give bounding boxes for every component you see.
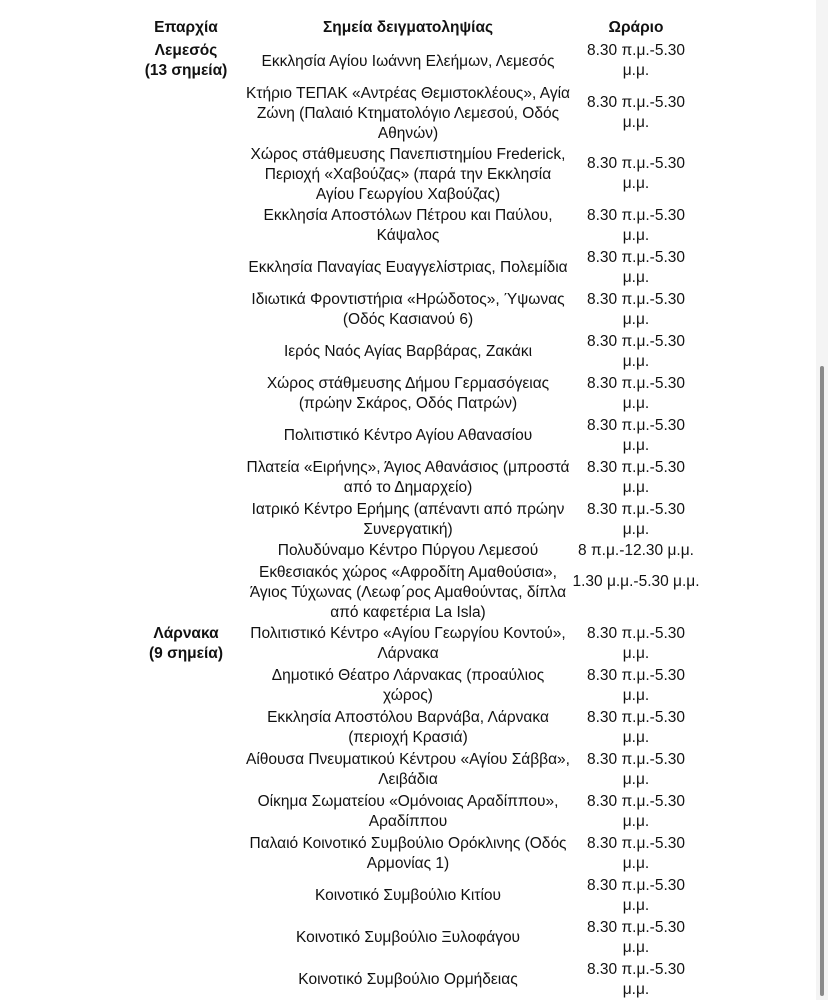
table-row	[0, 918, 828, 958]
table-row	[0, 416, 828, 456]
district-name: Λάρνακα	[153, 625, 219, 642]
sampling-point: Παλαιό Κοινοτικό Συμβούλιο Ορόκλινης (Οδός Αρμονίας 1)	[249, 835, 567, 872]
schedule-cell: 8.30 π.μ.-5.30 μ.μ.	[586, 793, 686, 830]
sampling-point: Οίκημα Σωματείου «Ομόνοιας Αραδίππου», Αραδίππου	[257, 793, 559, 830]
schedule-cell: 8.30 π.μ.-5.30 μ.μ.	[586, 751, 686, 788]
sampling-point: Κοινοτικό Συμβούλιο Ξυλοφάγου	[295, 929, 521, 946]
table-row	[0, 708, 828, 748]
schedule-cell: 8.30 π.μ.-5.30 μ.μ.	[586, 501, 686, 538]
table-row	[0, 41, 828, 83]
sampling-point: Δημοτικό Θέατρο Λάρνακας (προαύλιος χώρος)	[271, 667, 545, 704]
district-larnaca	[130, 624, 242, 664]
sampling-point: Πολυδύναμο Κέντρο Πύργου Λεμεσού	[277, 542, 539, 559]
table-header	[0, 19, 828, 41]
schedule-cell: 8.30 π.μ.-5.30 μ.μ.	[586, 207, 686, 244]
header-sampling-points: Σημεία δειγματοληψίας	[322, 19, 494, 36]
schedule-cell: 8.30 π.μ.-5.30 μ.μ.	[586, 42, 686, 79]
table-row	[0, 834, 828, 874]
table-row	[0, 876, 828, 916]
table-row	[0, 563, 828, 623]
table-row	[0, 960, 828, 1000]
district-count: (9 σημεία)	[149, 645, 223, 662]
vertical-scrollbar[interactable]	[816, 0, 828, 1000]
schedule-cell: 8.30 π.μ.-5.30 μ.μ.	[586, 919, 686, 956]
table-row	[0, 145, 828, 205]
sampling-point: Κοινοτικό Συμβούλιο Κιτίου	[315, 887, 501, 904]
sampling-point: Εκκλησία Αποστόλων Πέτρου και Παύλου, Κάψαλος	[263, 207, 553, 244]
table-row	[0, 792, 828, 832]
schedule-cell: 8.30 π.μ.-5.30 μ.μ.	[586, 249, 686, 286]
schedule-cell: 8.30 π.μ.-5.30 μ.μ.	[586, 667, 686, 704]
scrollbar-thumb[interactable]	[820, 366, 824, 996]
table-row	[0, 666, 828, 706]
schedule-cell: 8.30 π.μ.-5.30 μ.μ.	[586, 417, 686, 454]
sampling-point: Ιατρικό Κέντρο Ερήμης (απέναντι από πρώην Συνεργατική)	[251, 501, 565, 538]
district-limassol	[130, 41, 242, 81]
schedule-cell: 8.30 π.μ.-5.30 μ.μ.	[586, 459, 686, 496]
sampling-point: Χώρος στάθμευσης Πανεπιστημίου Frederick, Περιοχή «Χαβούζας» (παρά την Εκκλησία Αγίου Γεωργίου Χαβούζας)	[250, 146, 566, 203]
schedule-cell: 8 π.μ.-12.30 μ.μ.	[578, 542, 694, 559]
table-row	[0, 332, 828, 372]
table-row	[0, 624, 828, 664]
sampling-point: Κοινοτικό Συμβούλιο Ορμήδειας	[298, 971, 518, 988]
sampling-point: Ιερός Ναός Αγίας Βαρβάρας, Ζακάκι	[283, 343, 533, 360]
district-count: (13 σημεία)	[144, 62, 228, 79]
header-schedule: Ωράριο	[608, 19, 664, 36]
sampling-point: Εκκλησία Αποστόλου Βαρνάβα, Λάρνακα (περιοχή Κρασιά)	[267, 709, 549, 746]
schedule-cell: 8.30 π.μ.-5.30 μ.μ.	[586, 291, 686, 328]
table-row	[0, 750, 828, 790]
sampling-point: Χώρος στάθμευσης Δήμου Γερμασόγειας (πρώην Σκάρος, Οδός Πατρών)	[266, 375, 550, 412]
table-row	[0, 458, 828, 498]
schedule-cell: 8.30 π.μ.-5.30 μ.μ.	[586, 333, 686, 370]
schedule-cell: 8.30 π.μ.-5.30 μ.μ.	[586, 877, 686, 914]
header-district: Επαρχία	[154, 19, 218, 36]
schedule-cell: 8.30 π.μ.-5.30 μ.μ.	[586, 709, 686, 746]
table-row	[0, 206, 828, 246]
sampling-point: Πολιτιστικό Κέντρο «Αγίου Γεωργίου Κοντού», Λάρνακα	[250, 625, 566, 662]
schedule-cell: 8.30 π.μ.-5.30 μ.μ.	[586, 625, 686, 662]
schedule-cell: 8.30 π.μ.-5.30 μ.μ.	[586, 375, 686, 412]
sampling-point: Ιδιωτικά Φροντιστήρια «Ηρώδοτος», Ύψωνας (Οδός Κασιανού 6)	[251, 291, 565, 328]
table-row	[0, 290, 828, 330]
district-name: Λεμεσός	[154, 42, 218, 59]
sampling-point: Πολιτιστικό Κέντρο Αγίου Αθανασίου	[283, 427, 533, 444]
schedule-cell: 1.30 μ.μ.-5.30 μ.μ.	[572, 573, 700, 590]
table-row	[0, 541, 828, 561]
schedule-cell: 8.30 π.μ.-5.30 μ.μ.	[586, 94, 686, 131]
schedule-cell: 8.30 π.μ.-5.30 μ.μ.	[586, 155, 686, 192]
sampling-point: Αίθουσα Πνευματικού Κέντρου «Αγίου Σάββα», Λειβάδια	[246, 751, 570, 788]
sampling-point: Πλατεία «Ειρήνης», Άγιος Αθανάσιος (μπροστά από το Δημαρχείο)	[246, 459, 570, 496]
sampling-point: Εκθεσιακός χώρος «Αφροδίτη Αμαθούσια», Άγιος Τύχωνας (Λεωφ΄ρος Αμαθούντας, δίπλα από καφετέρια La Isla)	[249, 564, 567, 621]
sampling-point: Εκκλησία Παναγίας Ευαγγελίστριας, Πολεμίδια	[248, 259, 568, 276]
table-row	[0, 500, 828, 540]
table-row	[0, 248, 828, 288]
sampling-point: Εκκλησία Αγίου Ιωάννη Ελεήμων, Λεμεσός	[261, 53, 555, 70]
table-row	[0, 84, 828, 144]
table-row	[0, 374, 828, 414]
schedule-cell: 8.30 π.μ.-5.30 μ.μ.	[586, 835, 686, 872]
schedule-cell: 8.30 π.μ.-5.30 μ.μ.	[586, 961, 686, 998]
sampling-point: Κτήριο ΤΕΠΑΚ «Αντρέας Θεμιστοκλέους», Αγία Ζώνη (Παλαιό Κτηματολόγιο Λεμεσού, Οδός Αθηνών)	[246, 85, 570, 142]
